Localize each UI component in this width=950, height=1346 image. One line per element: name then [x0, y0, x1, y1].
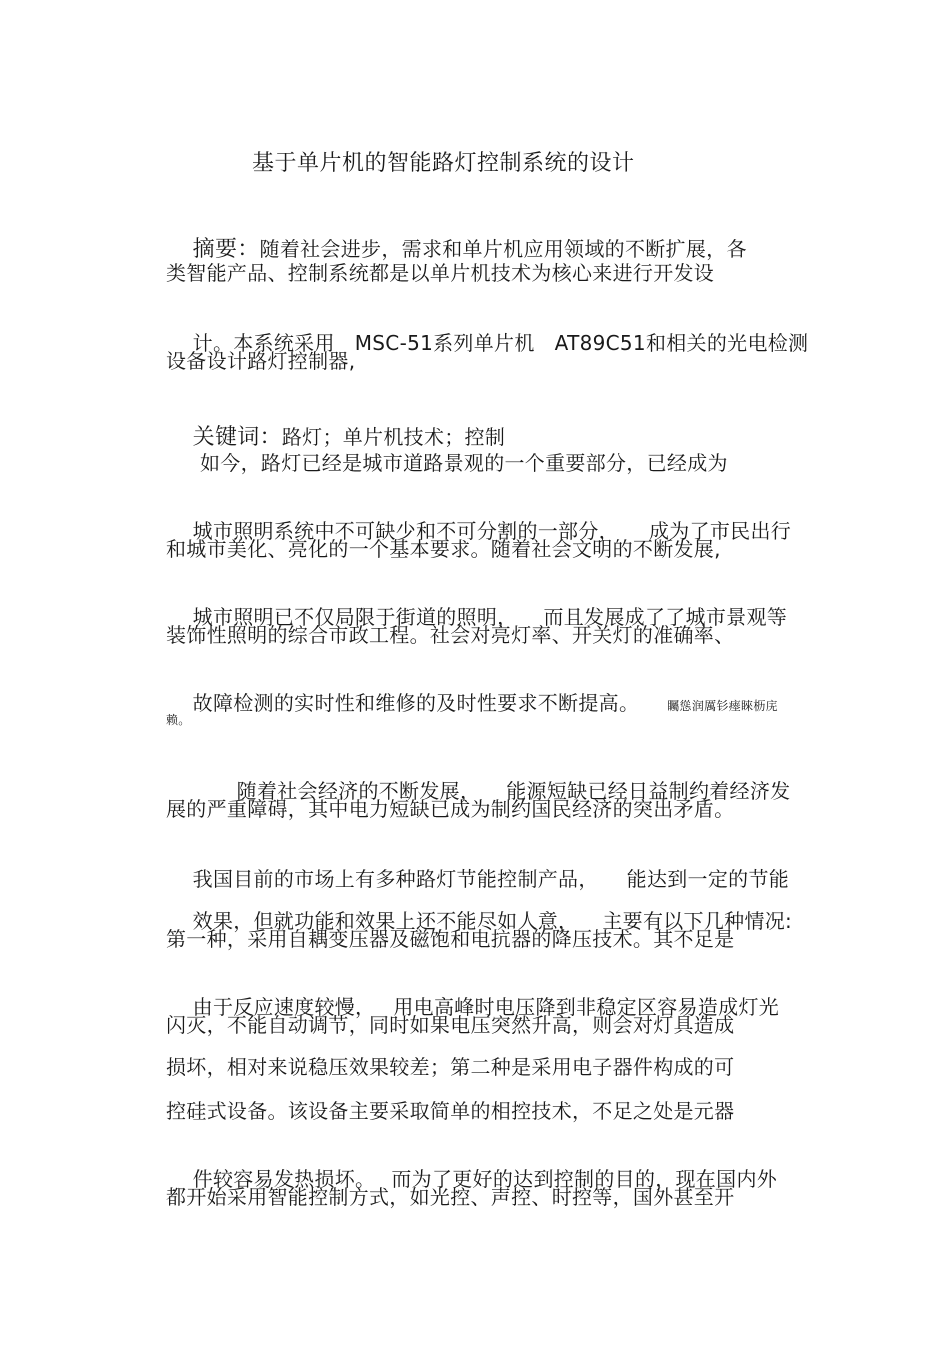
abstract-segment: 计。本系统采用: [192, 331, 335, 355]
abstract-segment: MSC-51系列单片机: [354, 331, 535, 355]
paragraph1-segment: 成为了市民出行: [648, 519, 792, 543]
keywords-text: 路灯；单片机技术；控制: [281, 425, 506, 449]
paragraph2-line-7: 闪灭，不能自动调节，同时如果电压突然升高，则会对灯具造成: [166, 1013, 735, 1037]
paragraph2-segment: 件较容易发热损坏。: [192, 1167, 376, 1191]
abstract-label: 摘要：: [192, 237, 260, 262]
paragraph2-segment: 主要有以下几种情况:: [602, 909, 793, 933]
paragraph2-segment: 效果，但就功能和效果上还不能尽如人意，: [192, 909, 579, 933]
abstract-segment: AT89C51和相关的光电检测: [554, 331, 809, 355]
paragraph1-segment: 而且发展成了了城市景观等: [543, 605, 788, 629]
paragraph2-line-9: 控硅式设备。该设备主要采取简单的相控技术，不足之处是元器: [166, 1099, 735, 1123]
paragraph2-line-11: 都开始采用智能控制方式，如光控、声控、时控等，国外甚至开: [166, 1185, 735, 1209]
paragraph1-line-1: 如今，路灯已经是城市道路景观的一个重要部分，已经成为: [200, 451, 728, 475]
paragraph1-line-3: 和城市美化、亮化的一个基本要求。随着社会文明的不断发展,: [166, 537, 721, 561]
abstract-line-4: 设备设计路灯控制器,: [166, 349, 356, 373]
paragraph2-segment: 由于反应速度较慢，: [192, 995, 376, 1019]
document-title: 基于单片机的智能路灯控制系统的设计: [252, 151, 635, 176]
paragraph2-segment: 而为了更好的达到控制的目的，现在国内外: [391, 1167, 778, 1191]
paragraph2-line-5: 第一种，采用自耦变压器及磁饱和电抗器的降压技术。其不足是: [166, 927, 735, 951]
paragraph2-line-2: 展的严重障碍，其中电力短缺已成为制约国民经济的突出矛盾。: [166, 797, 735, 821]
paragraph1-line-7: 赖。: [166, 713, 191, 727]
paragraph1-segment: 城市照明系统中不可缺少和不可分割的一部分，: [192, 519, 619, 543]
paragraph2-segment: 我国目前的市场上有多种路灯节能控制产品，: [192, 867, 599, 891]
paragraph2-line-8: 损坏，相对来说稳压效果较差；第二种是采用电子器件构成的可: [166, 1055, 735, 1079]
paragraph1-segment: 故障检测的实时性和维修的及时性要求不断提高。: [192, 691, 640, 715]
paragraph1-line-6: [166, 664, 778, 742]
keywords-label: 关键词：: [192, 425, 282, 450]
abstract-text: 随着社会进步，需求和单片机应用领域的不断扩展，各: [259, 237, 747, 261]
paragraph1-line-5: 装饰性照明的综合市政工程。社会对亮灯率、开关灯的准确率、: [166, 623, 735, 647]
paragraph1-garbled-text: 矚慫润厲钐瘗睞枥庑: [667, 699, 778, 713]
paragraph2-segment: 用电高峰时电压降到非稳定区容易造成灯光: [393, 995, 780, 1019]
paragraph1-segment: 城市照明已不仅局限于街道的照明，: [192, 605, 518, 629]
paragraph2-segment: 能源短缺已经日益制约着经济发: [506, 779, 791, 803]
paragraph2-segment: 随着社会经济的不断发展，: [236, 779, 481, 803]
abstract-line-2: 类智能产品、控制系统都是以单片机技术为核心来进行开发设: [166, 261, 715, 285]
paragraph2-segment: 能达到一定的节能: [626, 867, 790, 891]
